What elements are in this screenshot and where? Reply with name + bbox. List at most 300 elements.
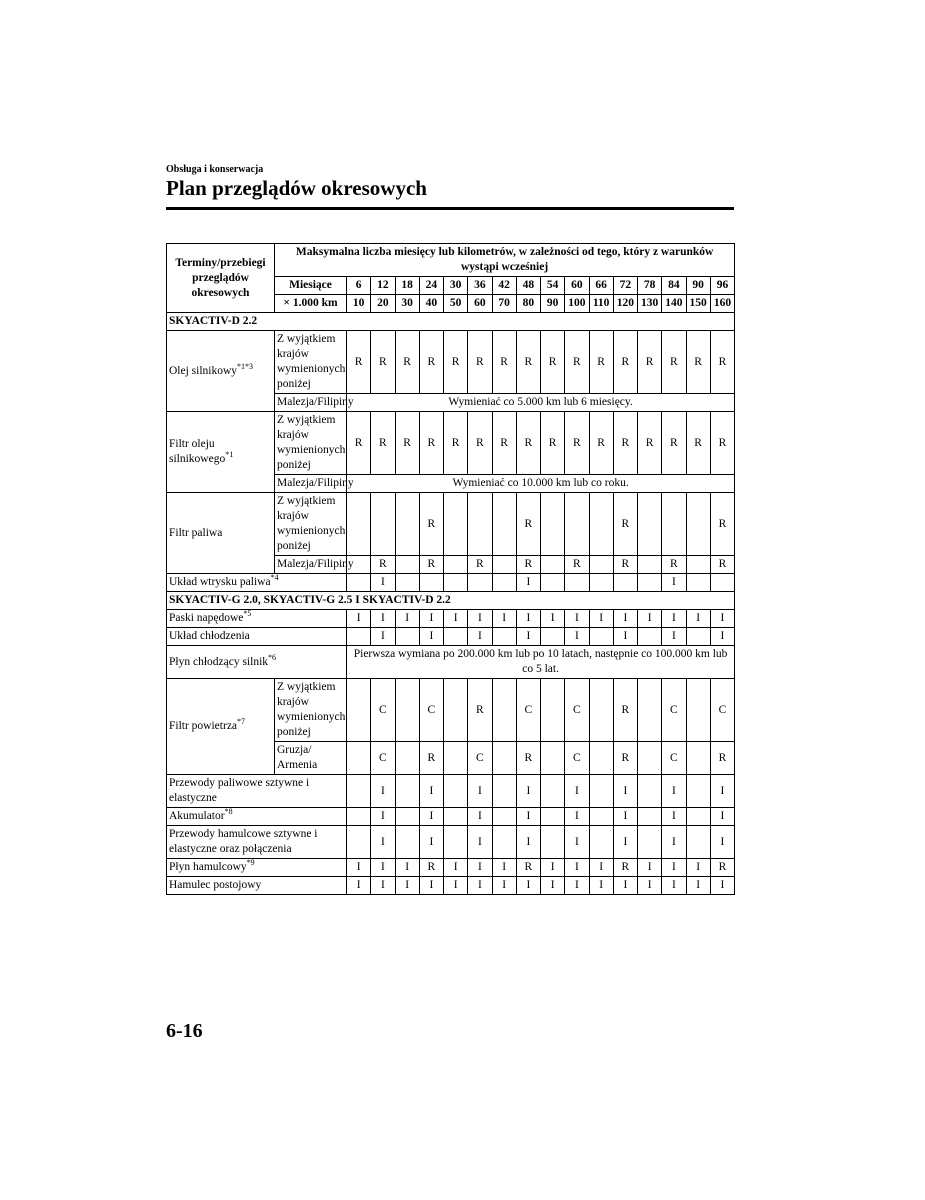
schedule-mark [541, 556, 565, 574]
condition-label: Z wyjątkiem krajów wymienionych poniżej [275, 331, 347, 394]
footnote-marker: *1*3 [237, 361, 254, 371]
schedule-mark: I [589, 610, 613, 628]
month-value: 12 [371, 277, 395, 295]
schedule-row [167, 574, 735, 592]
schedule-mark [347, 679, 371, 742]
schedule-row [167, 628, 735, 646]
month-value: 66 [589, 277, 613, 295]
schedule-mark: I [516, 610, 540, 628]
schedule-mark: I [565, 610, 589, 628]
schedule-row [167, 826, 735, 859]
schedule-mark [638, 628, 662, 646]
footnote-marker: *7 [237, 717, 246, 727]
schedule-mark: R [419, 412, 443, 475]
interval-note: Wymieniać co 10.000 km lub co roku. [347, 475, 735, 493]
schedule-mark: I [395, 859, 419, 877]
schedule-mark [468, 574, 492, 592]
km-value: 30 [395, 295, 419, 313]
item-label [167, 775, 347, 808]
month-value: 42 [492, 277, 516, 295]
condition-label: Gruzja/ Armenia [275, 742, 347, 775]
schedule-mark [492, 628, 516, 646]
schedule-mark: I [468, 775, 492, 808]
month-value: 30 [444, 277, 468, 295]
schedule-mark: R [710, 742, 734, 775]
schedule-mark: R [686, 412, 710, 475]
schedule-mark: I [662, 859, 686, 877]
schedule-mark: I [662, 628, 686, 646]
schedule-mark: I [589, 859, 613, 877]
condition-label: Z wyjątkiem krajów wymienionych poniżej [275, 412, 347, 475]
schedule-mark: C [662, 679, 686, 742]
schedule-mark: R [395, 331, 419, 394]
schedule-row [167, 859, 735, 877]
schedule-mark [444, 742, 468, 775]
schedule-mark: I [371, 574, 395, 592]
schedule-mark [589, 826, 613, 859]
schedule-mark [638, 574, 662, 592]
schedule-mark: C [468, 742, 492, 775]
schedule-mark: I [492, 610, 516, 628]
schedule-mark: R [468, 331, 492, 394]
schedule-mark: I [613, 628, 637, 646]
item-label [167, 331, 275, 412]
schedule-mark: I [444, 877, 468, 895]
schedule-row [167, 808, 735, 826]
month-value: 48 [516, 277, 540, 295]
schedule-mark: R [565, 412, 589, 475]
schedule-mark [444, 808, 468, 826]
schedule-mark [492, 808, 516, 826]
schedule-mark [589, 574, 613, 592]
schedule-mark: I [468, 610, 492, 628]
schedule-mark [541, 493, 565, 556]
schedule-mark: I [516, 574, 540, 592]
schedule-mark: R [589, 331, 613, 394]
schedule-mark: I [468, 628, 492, 646]
item-name: Olej silnikowy [169, 364, 238, 377]
schedule-mark: R [710, 412, 734, 475]
schedule-mark [419, 574, 443, 592]
item-label [167, 826, 347, 859]
schedule-mark: C [710, 679, 734, 742]
schedule-mark: C [371, 679, 395, 742]
schedule-mark: I [662, 808, 686, 826]
schedule-mark: R [516, 742, 540, 775]
km-value: 60 [468, 295, 492, 313]
schedule-mark: I [347, 610, 371, 628]
item-label [167, 859, 347, 877]
schedule-mark: I [516, 775, 540, 808]
schedule-mark [492, 493, 516, 556]
schedule-mark [444, 493, 468, 556]
schedule-mark: I [371, 610, 395, 628]
condition-label: Z wyjątkiem krajów wymienionych poniżej [275, 679, 347, 742]
item-name: Hamulec postojowy [169, 879, 262, 891]
title-divider [166, 207, 734, 210]
item-label [167, 808, 347, 826]
item-label [167, 412, 275, 493]
schedule-mark: I [541, 859, 565, 877]
schedule-mark [371, 493, 395, 556]
schedule-mark: I [371, 877, 395, 895]
month-value: 72 [613, 277, 637, 295]
group-header-row [167, 313, 735, 331]
schedule-mark: I [613, 808, 637, 826]
item-name: Paski napędowe [169, 612, 244, 624]
schedule-mark: I [686, 859, 710, 877]
km-value: 130 [638, 295, 662, 313]
schedule-mark: I [347, 877, 371, 895]
header-interval-title: Maksymalna liczba miesięcy lub kilometrów, w zależności od tego, który z warunków wystąpi wcześniej [275, 244, 735, 277]
schedule-mark [589, 775, 613, 808]
schedule-mark: R [492, 412, 516, 475]
km-value: 40 [419, 295, 443, 313]
schedule-mark: I [468, 859, 492, 877]
month-value: 90 [686, 277, 710, 295]
schedule-mark: R [662, 412, 686, 475]
schedule-mark: R [541, 331, 565, 394]
page-number: 6-16 [166, 1020, 203, 1042]
schedule-mark: C [565, 742, 589, 775]
schedule-mark: I [710, 877, 734, 895]
schedule-mark: I [541, 877, 565, 895]
schedule-mark: R [419, 493, 443, 556]
schedule-mark: R [710, 493, 734, 556]
schedule-mark: R [419, 859, 443, 877]
km-value: 160 [710, 295, 734, 313]
schedule-row [167, 610, 735, 628]
schedule-mark: I [613, 877, 637, 895]
schedule-mark: C [662, 742, 686, 775]
km-value: 10 [347, 295, 371, 313]
schedule-mark: R [613, 859, 637, 877]
schedule-mark: I [613, 610, 637, 628]
item-name: Filtr paliwa [169, 526, 223, 539]
month-value: 18 [395, 277, 419, 295]
schedule-mark: I [710, 628, 734, 646]
schedule-row [167, 679, 735, 742]
schedule-row [167, 412, 735, 475]
schedule-mark [395, 574, 419, 592]
schedule-mark: I [419, 775, 443, 808]
schedule-mark [613, 574, 637, 592]
schedule-mark [589, 556, 613, 574]
schedule-row [167, 877, 735, 895]
schedule-mark: R [419, 742, 443, 775]
item-name: Układ wtrysku paliwa [169, 576, 271, 588]
schedule-mark [395, 826, 419, 859]
schedule-mark: I [419, 877, 443, 895]
month-value: 6 [347, 277, 371, 295]
schedule-mark [686, 574, 710, 592]
footnote-marker: *4 [270, 573, 279, 583]
month-value: 84 [662, 277, 686, 295]
schedule-mark [686, 493, 710, 556]
schedule-mark: R [419, 556, 443, 574]
section-label: Obsługa i konserwacja [166, 164, 264, 175]
schedule-table-header [167, 244, 735, 313]
schedule-mark [638, 775, 662, 808]
schedule-mark [686, 808, 710, 826]
schedule-mark: I [686, 610, 710, 628]
schedule-mark: I [468, 877, 492, 895]
schedule-mark: I [565, 877, 589, 895]
item-name: Przewody hamulcowe sztywne i elastyczne oraz połączenia [169, 828, 318, 855]
item-name: Filtr powietrza [169, 720, 238, 732]
schedule-mark: R [468, 679, 492, 742]
schedule-mark: R [468, 412, 492, 475]
schedule-mark [492, 574, 516, 592]
schedule-mark: I [444, 610, 468, 628]
item-name: Płyn chłodzący silnik [169, 655, 269, 668]
schedule-mark: I [662, 877, 686, 895]
schedule-mark [541, 679, 565, 742]
schedule-mark [686, 556, 710, 574]
schedule-mark [492, 742, 516, 775]
schedule-mark: R [565, 331, 589, 394]
schedule-mark: R [638, 412, 662, 475]
schedule-mark: I [468, 808, 492, 826]
group-title: SKYACTIV-D 2.2 [167, 313, 735, 331]
footnote-marker: *1 [225, 450, 234, 460]
schedule-mark: R [347, 412, 371, 475]
km-value: 80 [516, 295, 540, 313]
schedule-mark: I [395, 877, 419, 895]
schedule-mark [444, 574, 468, 592]
schedule-mark: R [613, 742, 637, 775]
schedule-mark: I [371, 775, 395, 808]
schedule-mark [686, 628, 710, 646]
schedule-mark: I [613, 826, 637, 859]
schedule-mark: I [589, 877, 613, 895]
item-label [167, 493, 275, 574]
item-label [167, 646, 347, 679]
header-row-title [167, 244, 735, 277]
schedule-mark: I [492, 877, 516, 895]
schedule-mark: I [613, 775, 637, 808]
schedule-mark [589, 628, 613, 646]
interval-note: Wymieniać co 5.000 km lub 6 miesięcy. [347, 394, 735, 412]
schedule-mark [347, 808, 371, 826]
item-label [167, 877, 347, 895]
schedule-mark [395, 808, 419, 826]
schedule-mark: R [516, 859, 540, 877]
schedule-mark [638, 826, 662, 859]
schedule-mark: R [613, 679, 637, 742]
schedule-mark: R [516, 412, 540, 475]
schedule-mark: I [710, 826, 734, 859]
schedule-mark [541, 826, 565, 859]
interval-note: Pierwsza wymiana po 200.000 km lub po 10 latach, następnie co 100.000 km lub co 5 lat. [347, 646, 735, 679]
schedule-mark [589, 493, 613, 556]
item-label [167, 628, 347, 646]
schedule-mark [638, 493, 662, 556]
schedule-mark [589, 808, 613, 826]
schedule-mark: R [710, 556, 734, 574]
item-label [167, 679, 275, 775]
schedule-mark [541, 628, 565, 646]
schedule-mark: R [565, 556, 589, 574]
schedule-mark [565, 574, 589, 592]
schedule-mark [395, 556, 419, 574]
schedule-mark: I [419, 808, 443, 826]
month-value: 60 [565, 277, 589, 295]
schedule-row [167, 646, 735, 679]
schedule-mark [444, 628, 468, 646]
schedule-mark: I [662, 574, 686, 592]
month-value: 54 [541, 277, 565, 295]
schedule-mark: R [613, 556, 637, 574]
condition-label: Malezja/Filipiny [275, 394, 347, 412]
schedule-mark [444, 679, 468, 742]
schedule-mark [541, 808, 565, 826]
schedule-mark: I [541, 610, 565, 628]
schedule-mark: R [662, 556, 686, 574]
schedule-mark [638, 679, 662, 742]
schedule-mark: R [662, 331, 686, 394]
schedule-mark: R [492, 331, 516, 394]
schedule-mark: I [419, 826, 443, 859]
schedule-mark: R [347, 331, 371, 394]
item-label [167, 574, 347, 592]
group-header-row [167, 592, 735, 610]
schedule-mark: I [662, 775, 686, 808]
months-label: Miesiące [275, 277, 347, 295]
schedule-mark: R [541, 412, 565, 475]
schedule-mark: R [613, 412, 637, 475]
schedule-mark: I [371, 859, 395, 877]
schedule-mark: I [347, 859, 371, 877]
schedule-mark: R [371, 412, 395, 475]
month-value: 96 [710, 277, 734, 295]
km-value: 20 [371, 295, 395, 313]
schedule-mark [686, 826, 710, 859]
month-value: 78 [638, 277, 662, 295]
schedule-mark: I [710, 775, 734, 808]
km-value: 50 [444, 295, 468, 313]
item-name: Akumulator [169, 810, 225, 822]
schedule-mark [347, 628, 371, 646]
schedule-mark [662, 493, 686, 556]
schedule-mark: R [371, 331, 395, 394]
km-value: 90 [541, 295, 565, 313]
schedule-mark [686, 775, 710, 808]
schedule-mark: R [613, 493, 637, 556]
schedule-mark [395, 679, 419, 742]
schedule-mark: C [419, 679, 443, 742]
schedule-mark: I [419, 628, 443, 646]
schedule-mark: I [565, 775, 589, 808]
month-value: 36 [468, 277, 492, 295]
km-value: 100 [565, 295, 589, 313]
item-name: Układ chłodzenia [169, 630, 250, 642]
schedule-mark [347, 493, 371, 556]
schedule-mark: I [662, 610, 686, 628]
schedule-mark: R [613, 331, 637, 394]
maintenance-schedule-table [166, 243, 735, 895]
km-value: 120 [613, 295, 637, 313]
schedule-mark [565, 493, 589, 556]
schedule-mark [395, 493, 419, 556]
schedule-mark: C [371, 742, 395, 775]
item-name: Przewody paliwowe sztywne i elastyczne [169, 777, 310, 804]
schedule-mark: I [710, 610, 734, 628]
schedule-mark [395, 742, 419, 775]
schedule-mark: I [492, 859, 516, 877]
schedule-mark: R [589, 412, 613, 475]
schedule-mark [468, 493, 492, 556]
schedule-mark: I [686, 877, 710, 895]
schedule-mark: R [371, 556, 395, 574]
condition-label: Z wyjątkiem krajów wymienionych poniżej [275, 493, 347, 556]
schedule-mark: I [371, 808, 395, 826]
schedule-mark: I [662, 826, 686, 859]
schedule-mark [638, 808, 662, 826]
km-value: 70 [492, 295, 516, 313]
schedule-row [167, 331, 735, 394]
schedule-mark [395, 775, 419, 808]
schedule-row [167, 493, 735, 556]
schedule-mark [541, 742, 565, 775]
schedule-mark: I [638, 610, 662, 628]
schedule-mark: R [395, 412, 419, 475]
schedule-mark: I [371, 826, 395, 859]
schedule-mark [541, 775, 565, 808]
schedule-table-body [167, 313, 735, 895]
footnote-marker: *6 [268, 652, 277, 662]
schedule-mark: I [419, 610, 443, 628]
schedule-mark: I [516, 826, 540, 859]
item-label [167, 610, 347, 628]
schedule-mark [589, 742, 613, 775]
schedule-mark [444, 556, 468, 574]
schedule-mark: I [710, 808, 734, 826]
schedule-mark [492, 826, 516, 859]
schedule-mark [347, 775, 371, 808]
schedule-mark: I [565, 859, 589, 877]
schedule-mark [541, 574, 565, 592]
schedule-mark: R [444, 331, 468, 394]
schedule-mark [638, 742, 662, 775]
schedule-mark [710, 574, 734, 592]
schedule-mark: I [395, 610, 419, 628]
schedule-mark: I [444, 859, 468, 877]
schedule-mark: I [565, 808, 589, 826]
schedule-mark: R [710, 331, 734, 394]
km-value: 110 [589, 295, 613, 313]
schedule-mark [444, 826, 468, 859]
schedule-mark [686, 679, 710, 742]
schedule-mark: R [516, 331, 540, 394]
schedule-mark: R [516, 493, 540, 556]
item-name: Płyn hamulcowy [169, 861, 247, 873]
footnote-marker: *9 [246, 858, 255, 868]
item-name: Filtr oleju silnikowego [169, 438, 226, 465]
schedule-mark: I [516, 877, 540, 895]
schedule-mark: R [710, 859, 734, 877]
schedule-mark: C [516, 679, 540, 742]
schedule-mark: I [371, 628, 395, 646]
schedule-mark: R [419, 331, 443, 394]
schedule-mark [492, 679, 516, 742]
schedule-mark: I [468, 826, 492, 859]
schedule-mark [347, 742, 371, 775]
schedule-mark [638, 556, 662, 574]
schedule-mark: I [565, 628, 589, 646]
schedule-mark [395, 628, 419, 646]
schedule-mark: I [516, 808, 540, 826]
